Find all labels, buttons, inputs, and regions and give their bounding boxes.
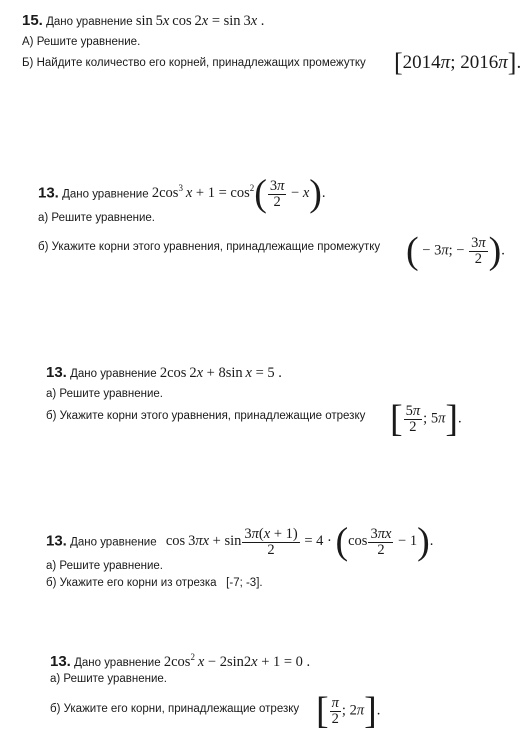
problem-intro: Дано уравнение: [70, 368, 157, 380]
problem-2-statement: [38, 172, 326, 216]
interval: [ $\frac{5\pi}{2}$ ; 5π].: [390, 398, 462, 440]
problem-4-statement: [46, 520, 433, 564]
part-b: б) Укажите его корни, принадлежащие отрезку: [50, 703, 300, 715]
part-a: а) Решите уравнение.: [38, 212, 155, 224]
part-b: б) Укажите корни этого уравнения, принадлежащие промежутку: [38, 241, 381, 253]
interval: [2014π; 2016π].: [394, 48, 522, 77]
part-a: а) Решите уравнение.: [46, 388, 163, 400]
problem-1-statement: [22, 12, 264, 30]
problem-number: 13.: [50, 652, 71, 670]
problem-5-statement: [50, 652, 310, 671]
problem-intro: Дано уравнение: [70, 536, 157, 549]
problem-number: 13.: [38, 184, 59, 202]
part-a: а) Решите уравнение.: [46, 560, 163, 572]
interval: [ $\frac{\pi}{2}$ ; 2π].: [316, 690, 381, 732]
part-b: Б) Найдите количество его корней, принадлежащих промежутку: [22, 57, 366, 69]
equation: sin 5x cos 2x = sin 3x .: [135, 13, 265, 29]
part-b: б) Укажите корни этого уравнения, принадлежащие отрезку: [46, 410, 366, 422]
part-a: а) Решите уравнение.: [50, 673, 167, 685]
equation: $2\cos^2$ x − 2sin2x + 1 = 0 .: [163, 652, 311, 670]
problem-number: 13.: [46, 532, 67, 550]
problem-intro: Дано уравнение: [46, 16, 133, 28]
problem-number: 15.: [22, 12, 43, 29]
interval: ( − 3π; − $\frac{3\pi}{2}$ ).: [406, 230, 505, 272]
part-b: б) Укажите его корни из отрезка [-7; -3].: [46, 577, 263, 589]
problem-3-statement: [46, 364, 282, 382]
problem-intro: Дано уравнение: [74, 656, 161, 669]
equation: cos 3πx + sin $\frac{3\pi(x + 1)}{2}$ = 4 · (cos $\frac{3\pi x}{2}$ − 1).: [165, 521, 434, 563]
equation: 2cos 2x + 8sin x = 5 .: [159, 365, 282, 381]
equation: $2\cos^3$ $x + 1 = \cos^2$( $\frac{3\pi}{2}$ − x).: [151, 173, 326, 215]
interval: [-7; -3].: [226, 577, 263, 589]
part-a: А) Решите уравнение.: [22, 36, 141, 48]
problem-number: 13.: [46, 364, 67, 381]
problem-intro: Дано уравнение: [62, 188, 149, 201]
